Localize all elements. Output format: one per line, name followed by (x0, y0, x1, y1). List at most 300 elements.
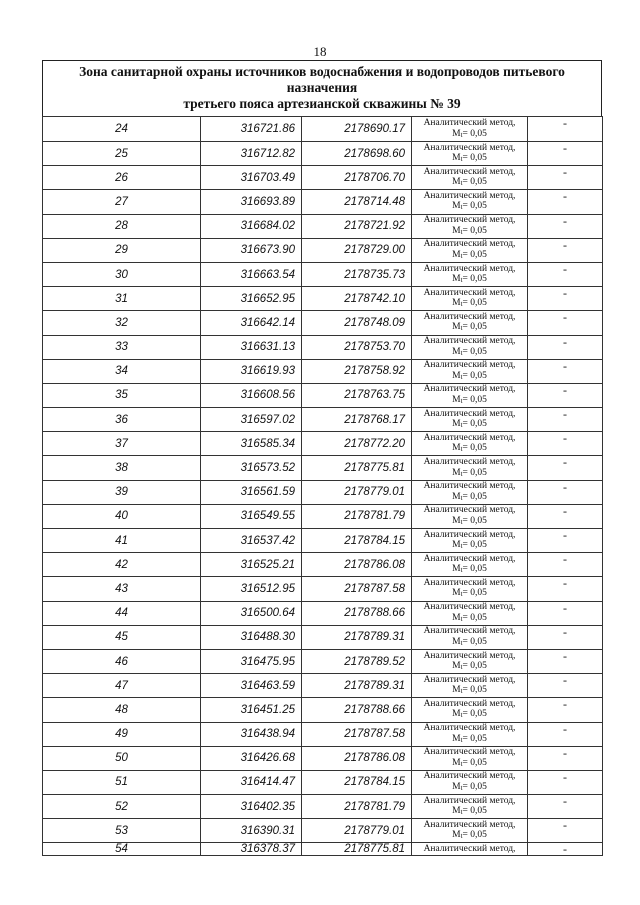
point-number: 51 (43, 770, 201, 794)
table-row (43, 746, 603, 770)
method-m-subscript: t (460, 469, 463, 478)
method-accuracy (412, 371, 527, 383)
method-cell (412, 262, 528, 286)
coordinate-x: 316500.64 (201, 601, 302, 625)
method-m-letter: M (452, 661, 461, 672)
method-m-letter: M (452, 491, 461, 502)
note-dash: - (528, 262, 603, 286)
coordinate-y: 2178786.08 (302, 746, 412, 770)
point-number: 24 (43, 117, 201, 142)
method-m-letter: M (452, 394, 461, 405)
method-accuracy (412, 830, 527, 842)
coordinate-x: 316652.95 (201, 287, 302, 311)
coordinate-y: 2178781.79 (302, 504, 412, 528)
title-line-2: третьего пояса артезианской скважины № 39 (183, 96, 461, 111)
method-cell (412, 359, 528, 383)
table-title (42, 60, 602, 116)
coordinate-y: 2178729.00 (302, 238, 412, 262)
method-label: Аналитический метод, (423, 602, 516, 613)
method-label: Аналитический метод, (423, 626, 516, 637)
method-m-value: = 0,05 (462, 636, 487, 647)
note-dash: - (528, 359, 603, 383)
method-m-value: = 0,05 (462, 177, 487, 188)
method-accuracy (412, 129, 527, 141)
method-cell (412, 698, 528, 722)
method-m-subscript: t (460, 638, 463, 647)
method-m-letter: M (452, 177, 461, 188)
method-label: Аналитический метод, (423, 166, 516, 177)
note-dash: - (528, 577, 603, 601)
point-number: 35 (43, 383, 201, 407)
method-label: Аналитический метод, (423, 674, 516, 685)
method-m-subscript: t (460, 808, 463, 817)
coordinate-x: 316721.86 (201, 117, 302, 142)
note-dash: - (528, 625, 603, 649)
method-m-letter: M (452, 249, 461, 260)
coordinate-y: 2178788.66 (302, 698, 412, 722)
method-cell (412, 795, 528, 819)
method-label: Аналитический метод, (423, 771, 516, 782)
point-number: 45 (43, 625, 201, 649)
method-m-value: = 0,05 (462, 540, 487, 551)
method-m-letter: M (452, 346, 461, 357)
coordinate-y: 2178781.79 (302, 795, 412, 819)
method-accuracy (412, 298, 527, 310)
method-cell (412, 529, 528, 553)
coordinate-x: 316512.95 (201, 577, 302, 601)
table-row (43, 214, 603, 238)
table-row (43, 238, 603, 262)
coordinate-y: 2178787.58 (302, 722, 412, 746)
method-m-value: = 0,05 (462, 757, 487, 768)
coordinate-x: 316684.02 (201, 214, 302, 238)
table-row (43, 262, 603, 286)
method-cell (412, 311, 528, 335)
table-row (43, 577, 603, 601)
method-m-subscript: t (460, 227, 463, 236)
method-label: Аналитический метод, (423, 698, 516, 709)
method-m-value: = 0,05 (462, 274, 487, 285)
method-cell (412, 432, 528, 456)
method-label: Аналитический метод, (423, 481, 516, 492)
table-row (43, 456, 603, 480)
method-accuracy (412, 468, 527, 480)
method-m-subscript: t (460, 324, 463, 333)
method-accuracy (412, 588, 527, 600)
page-number: 18 (313, 44, 327, 59)
note-dash: - (528, 746, 603, 770)
table-row (43, 722, 603, 746)
note-dash: - (528, 795, 603, 819)
method-m-subscript: t (460, 711, 463, 720)
note-dash: - (528, 190, 603, 214)
point-number: 28 (43, 214, 201, 238)
method-cell (412, 819, 528, 843)
method-cell (412, 335, 528, 359)
point-number: 53 (43, 819, 201, 843)
coordinate-y: 2178779.01 (302, 480, 412, 504)
method-m-value: = 0,05 (462, 153, 487, 164)
point-number: 29 (43, 238, 201, 262)
method-cell (412, 553, 528, 577)
coordinate-y: 2178748.09 (302, 311, 412, 335)
method-cell (412, 746, 528, 770)
method-cell (412, 625, 528, 649)
coordinate-y: 2178758.92 (302, 359, 412, 383)
method-label: Аналитический метод, (423, 215, 516, 226)
note-dash: - (528, 649, 603, 673)
method-label: Аналитический метод, (423, 142, 516, 153)
method-m-letter: M (452, 274, 461, 285)
method-cell (412, 287, 528, 311)
method-m-letter: M (452, 830, 461, 841)
method-m-value: = 0,05 (462, 491, 487, 502)
point-number: 30 (43, 262, 201, 286)
coordinate-x: 316525.21 (201, 553, 302, 577)
note-dash: - (528, 529, 603, 553)
method-m-subscript: t (460, 735, 463, 744)
method-m-letter: M (452, 564, 461, 575)
coordinate-x: 316585.34 (201, 432, 302, 456)
method-m-value: = 0,05 (462, 830, 487, 841)
coordinate-x: 316537.42 (201, 529, 302, 553)
coordinate-y: 2178706.70 (302, 166, 412, 190)
coordinate-x: 316438.94 (201, 722, 302, 746)
note-dash: - (528, 117, 603, 142)
method-label: Аналитический метод, (423, 650, 516, 661)
method-accuracy (412, 782, 527, 794)
method-cell (412, 408, 528, 432)
method-cell (412, 577, 528, 601)
coordinate-y: 2178763.75 (302, 383, 412, 407)
method-m-subscript: t (460, 590, 463, 599)
point-number: 41 (43, 529, 201, 553)
note-dash: - (528, 674, 603, 698)
coordinates-sheet (42, 60, 602, 856)
table-row (43, 649, 603, 673)
coordinate-y: 2178789.31 (302, 625, 412, 649)
method-accuracy (412, 443, 527, 455)
coordinate-y: 2178714.48 (302, 190, 412, 214)
method-accuracy (412, 322, 527, 334)
method-label: Аналитический метод, (423, 844, 516, 855)
method-accuracy (412, 492, 527, 504)
method-m-letter: M (452, 733, 461, 744)
method-m-letter: M (452, 298, 461, 309)
note-dash: - (528, 214, 603, 238)
coordinate-x: 316488.30 (201, 625, 302, 649)
coordinate-x: 316703.49 (201, 166, 302, 190)
note-dash: - (528, 601, 603, 625)
method-accuracy (412, 250, 527, 262)
method-accuracy (412, 709, 527, 721)
method-label: Аналитический метод, (423, 577, 516, 588)
coordinate-y: 2178779.01 (302, 819, 412, 843)
table-row (43, 190, 603, 214)
table-row (43, 770, 603, 794)
method-cell (412, 383, 528, 407)
method-cell (412, 649, 528, 673)
method-accuracy (412, 540, 527, 552)
method-accuracy (412, 177, 527, 189)
method-accuracy (412, 395, 527, 407)
table-row (43, 142, 603, 166)
method-label: Аналитический метод, (423, 432, 516, 443)
note-dash: - (528, 408, 603, 432)
table-row (43, 359, 603, 383)
method-m-value: = 0,05 (462, 661, 487, 672)
method-m-letter: M (452, 225, 461, 236)
method-m-subscript: t (460, 493, 463, 502)
method-m-letter: M (452, 636, 461, 647)
method-m-letter: M (452, 443, 461, 454)
note-dash: - (528, 311, 603, 335)
coordinates-table (42, 116, 603, 856)
method-m-value: = 0,05 (462, 298, 487, 309)
method-m-value: = 0,05 (462, 781, 487, 792)
coordinate-y: 2178788.66 (302, 601, 412, 625)
coordinate-x: 316414.47 (201, 770, 302, 794)
method-m-value: = 0,05 (462, 322, 487, 333)
method-cell (412, 214, 528, 238)
table-row (43, 553, 603, 577)
table-row (43, 843, 603, 856)
method-label: Аналитический метод, (423, 336, 516, 347)
point-number: 46 (43, 649, 201, 673)
method-m-letter: M (452, 515, 461, 526)
coordinate-x: 316597.02 (201, 408, 302, 432)
method-label: Аналитический метод, (423, 505, 516, 516)
method-m-value: = 0,05 (462, 249, 487, 260)
coordinate-x: 316619.93 (201, 359, 302, 383)
method-accuracy (412, 516, 527, 528)
coordinate-x: 316549.55 (201, 504, 302, 528)
method-m-subscript: t (460, 832, 463, 841)
note-dash: - (528, 698, 603, 722)
note-dash: - (528, 142, 603, 166)
method-m-letter: M (452, 322, 461, 333)
method-cell (412, 722, 528, 746)
method-m-subscript: t (460, 348, 463, 357)
point-number: 43 (43, 577, 201, 601)
method-m-subscript: t (460, 276, 463, 285)
note-dash: - (528, 238, 603, 262)
table-row (43, 287, 603, 311)
point-number: 47 (43, 674, 201, 698)
method-m-value: = 0,05 (462, 467, 487, 478)
method-label: Аналитический метод, (423, 287, 516, 298)
note-dash: - (528, 335, 603, 359)
method-m-value: = 0,05 (462, 612, 487, 623)
method-label: Аналитический метод, (423, 118, 516, 128)
coordinate-x: 316608.56 (201, 383, 302, 407)
method-accuracy (412, 685, 527, 697)
method-m-subscript: t (460, 759, 463, 768)
table-row (43, 311, 603, 335)
coordinate-y: 2178772.20 (302, 432, 412, 456)
method-label: Аналитический метод, (423, 747, 516, 758)
method-m-value: = 0,05 (462, 709, 487, 720)
table-row (43, 601, 603, 625)
method-m-value: = 0,05 (462, 128, 487, 139)
method-cell (412, 480, 528, 504)
coordinate-x: 316390.31 (201, 819, 302, 843)
coordinate-y: 2178742.10 (302, 287, 412, 311)
method-accuracy (412, 226, 527, 238)
coordinate-x: 316712.82 (201, 142, 302, 166)
point-number: 52 (43, 795, 201, 819)
point-number: 34 (43, 359, 201, 383)
point-number: 26 (43, 166, 201, 190)
coordinate-x: 316673.90 (201, 238, 302, 262)
method-m-value: = 0,05 (462, 370, 487, 381)
table-row (43, 432, 603, 456)
method-label: Аналитический метод, (423, 819, 516, 830)
method-m-subscript: t (460, 783, 463, 792)
method-m-subscript: t (460, 445, 463, 454)
coordinate-y: 2178735.73 (302, 262, 412, 286)
method-label: Аналитический метод, (423, 384, 516, 395)
method-cell (412, 190, 528, 214)
coordinate-x: 316663.54 (201, 262, 302, 286)
method-cell (412, 843, 528, 856)
coordinate-x: 316426.68 (201, 746, 302, 770)
note-dash: - (528, 480, 603, 504)
method-m-subscript: t (460, 687, 463, 696)
point-number: 48 (43, 698, 201, 722)
point-number: 49 (43, 722, 201, 746)
point-number: 38 (43, 456, 201, 480)
method-m-letter: M (452, 588, 461, 599)
point-number: 50 (43, 746, 201, 770)
method-cell (412, 456, 528, 480)
method-m-letter: M (452, 201, 461, 212)
point-number: 32 (43, 311, 201, 335)
method-label: Аналитический метод, (423, 360, 516, 371)
method-accuracy (412, 734, 527, 746)
method-m-subscript: t (460, 300, 463, 309)
method-m-subscript: t (460, 396, 463, 405)
note-dash: - (528, 456, 603, 480)
coordinate-x: 316463.59 (201, 674, 302, 698)
method-cell (412, 504, 528, 528)
point-number: 36 (43, 408, 201, 432)
method-m-value: = 0,05 (462, 419, 487, 430)
note-dash: - (528, 383, 603, 407)
point-number: 37 (43, 432, 201, 456)
table-row (43, 383, 603, 407)
coordinate-y: 2178787.58 (302, 577, 412, 601)
method-accuracy (412, 153, 527, 165)
method-m-letter: M (452, 540, 461, 551)
method-m-subscript: t (460, 372, 463, 381)
note-dash: - (528, 843, 603, 856)
method-m-subscript: t (460, 663, 463, 672)
table-row (43, 819, 603, 843)
method-label: Аналитический метод, (423, 190, 516, 201)
method-cell (412, 601, 528, 625)
method-cell (412, 166, 528, 190)
coordinate-x: 316573.52 (201, 456, 302, 480)
coordinate-y: 2178784.15 (302, 770, 412, 794)
method-m-value: = 0,05 (462, 564, 487, 575)
method-label: Аналитический метод, (423, 408, 516, 419)
table-row (43, 698, 603, 722)
method-cell (412, 238, 528, 262)
coordinate-x: 316561.59 (201, 480, 302, 504)
method-m-subscript: t (460, 251, 463, 260)
method-m-letter: M (452, 709, 461, 720)
table-row (43, 529, 603, 553)
table-row (43, 117, 603, 142)
method-accuracy (412, 758, 527, 770)
coordinate-y: 2178768.17 (302, 408, 412, 432)
coordinate-y: 2178698.60 (302, 142, 412, 166)
method-accuracy (412, 419, 527, 431)
method-m-subscript: t (460, 179, 463, 188)
table-row (43, 480, 603, 504)
method-m-value: = 0,05 (462, 515, 487, 526)
method-m-subscript: t (460, 542, 463, 551)
method-m-letter: M (452, 153, 461, 164)
method-m-subscript: t (460, 203, 463, 212)
title-line-1: Зона санитарной охраны источников водоснабжения и водопроводов питьевого назначения (79, 64, 565, 95)
point-number: 33 (43, 335, 201, 359)
point-number: 44 (43, 601, 201, 625)
method-m-subscript: t (460, 566, 463, 575)
note-dash: - (528, 770, 603, 794)
coordinate-x: 316642.14 (201, 311, 302, 335)
method-cell (412, 770, 528, 794)
method-m-value: = 0,05 (462, 806, 487, 817)
method-label: Аналитический метод, (423, 239, 516, 250)
method-label: Аналитический метод, (423, 795, 516, 806)
coordinate-x: 316475.95 (201, 649, 302, 673)
method-m-subscript: t (460, 517, 463, 526)
point-number: 31 (43, 287, 201, 311)
method-label: Аналитический метод, (423, 723, 516, 734)
method-m-letter: M (452, 806, 461, 817)
method-m-value: = 0,05 (462, 588, 487, 599)
method-m-letter: M (452, 685, 461, 696)
method-m-letter: M (452, 128, 461, 139)
coordinate-y: 2178789.31 (302, 674, 412, 698)
method-accuracy (412, 564, 527, 576)
coordinate-x: 316693.89 (201, 190, 302, 214)
table-row (43, 504, 603, 528)
method-m-value: = 0,05 (462, 346, 487, 357)
table-row (43, 795, 603, 819)
method-accuracy (412, 347, 527, 359)
point-number: 40 (43, 504, 201, 528)
coordinate-y: 2178721.92 (302, 214, 412, 238)
coordinate-x: 316451.25 (201, 698, 302, 722)
method-m-letter: M (452, 612, 461, 623)
coordinate-y: 2178789.52 (302, 649, 412, 673)
method-accuracy (412, 613, 527, 625)
table-row (43, 408, 603, 432)
method-m-value: = 0,05 (462, 685, 487, 696)
table-row (43, 625, 603, 649)
point-number: 25 (43, 142, 201, 166)
method-cell (412, 674, 528, 698)
method-m-subscript: t (460, 130, 463, 139)
point-number: 39 (43, 480, 201, 504)
note-dash: - (528, 504, 603, 528)
method-accuracy (412, 806, 527, 818)
method-cell (412, 117, 528, 142)
method-m-value: = 0,05 (462, 201, 487, 212)
